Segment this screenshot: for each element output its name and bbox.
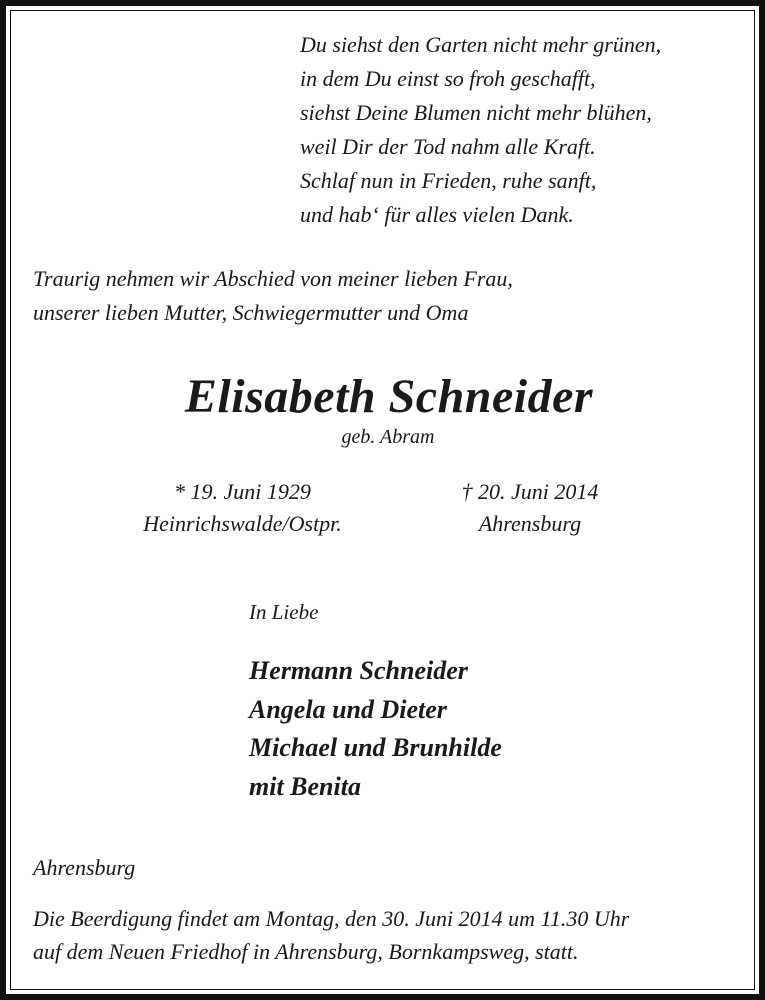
death-place: Ahrensburg	[478, 511, 582, 536]
birth-info	[110, 476, 375, 540]
death-date: † 20. Juni 2014	[461, 479, 599, 504]
mourner-name: Hermann Schneider	[249, 656, 468, 685]
poem-line: in dem Du einst so froh geschafft,	[300, 66, 596, 91]
birth-date: * 19. Juni 1929	[174, 479, 311, 504]
poem-line: siehst Deine Blumen nicht mehr blühen,	[300, 100, 652, 125]
poem-line: und hab‘ für alles vielen Dank.	[300, 202, 574, 227]
death-info	[420, 476, 640, 540]
closing-phrase: In Liebe	[249, 600, 319, 624]
funeral-line: Die Beerdigung findet am Montag, den 30. Juni 2014 um 11.30 Uhr	[33, 906, 630, 931]
deceased-name: Elisabeth Schneider	[184, 370, 594, 423]
funeral-notice	[33, 902, 629, 968]
mourner-name: mit Benita	[249, 771, 361, 801]
announcement-line: unserer lieben Mutter, Schwiegermutter und Oma	[33, 300, 469, 325]
announcement-line: Traurig nehmen wir Abschied von meiner lieben Frau,	[33, 266, 513, 291]
maiden-name: geb. Abram	[341, 426, 435, 448]
announcement-text	[33, 262, 513, 330]
place-name: Ahrensburg	[33, 855, 136, 880]
poem-line: Du siehst den Garten nicht mehr grünen,	[300, 32, 662, 57]
mourner-name: Angela und Dieter	[249, 694, 447, 724]
funeral-line: auf dem Neuen Friedhof in Ahrensburg, Bornkampsweg, statt.	[33, 939, 579, 964]
poem-line: Schlaf nun in Frieden, ruhe sanft,	[300, 168, 597, 193]
birth-place: Heinrichswalde/Ostpr.	[143, 511, 342, 536]
poem	[300, 28, 661, 232]
mourner-name: Michael und Brunhilde	[249, 733, 502, 762]
poem-line: weil Dir der Tod nahm alle Kraft.	[300, 134, 596, 159]
mourners-list	[249, 652, 502, 806]
